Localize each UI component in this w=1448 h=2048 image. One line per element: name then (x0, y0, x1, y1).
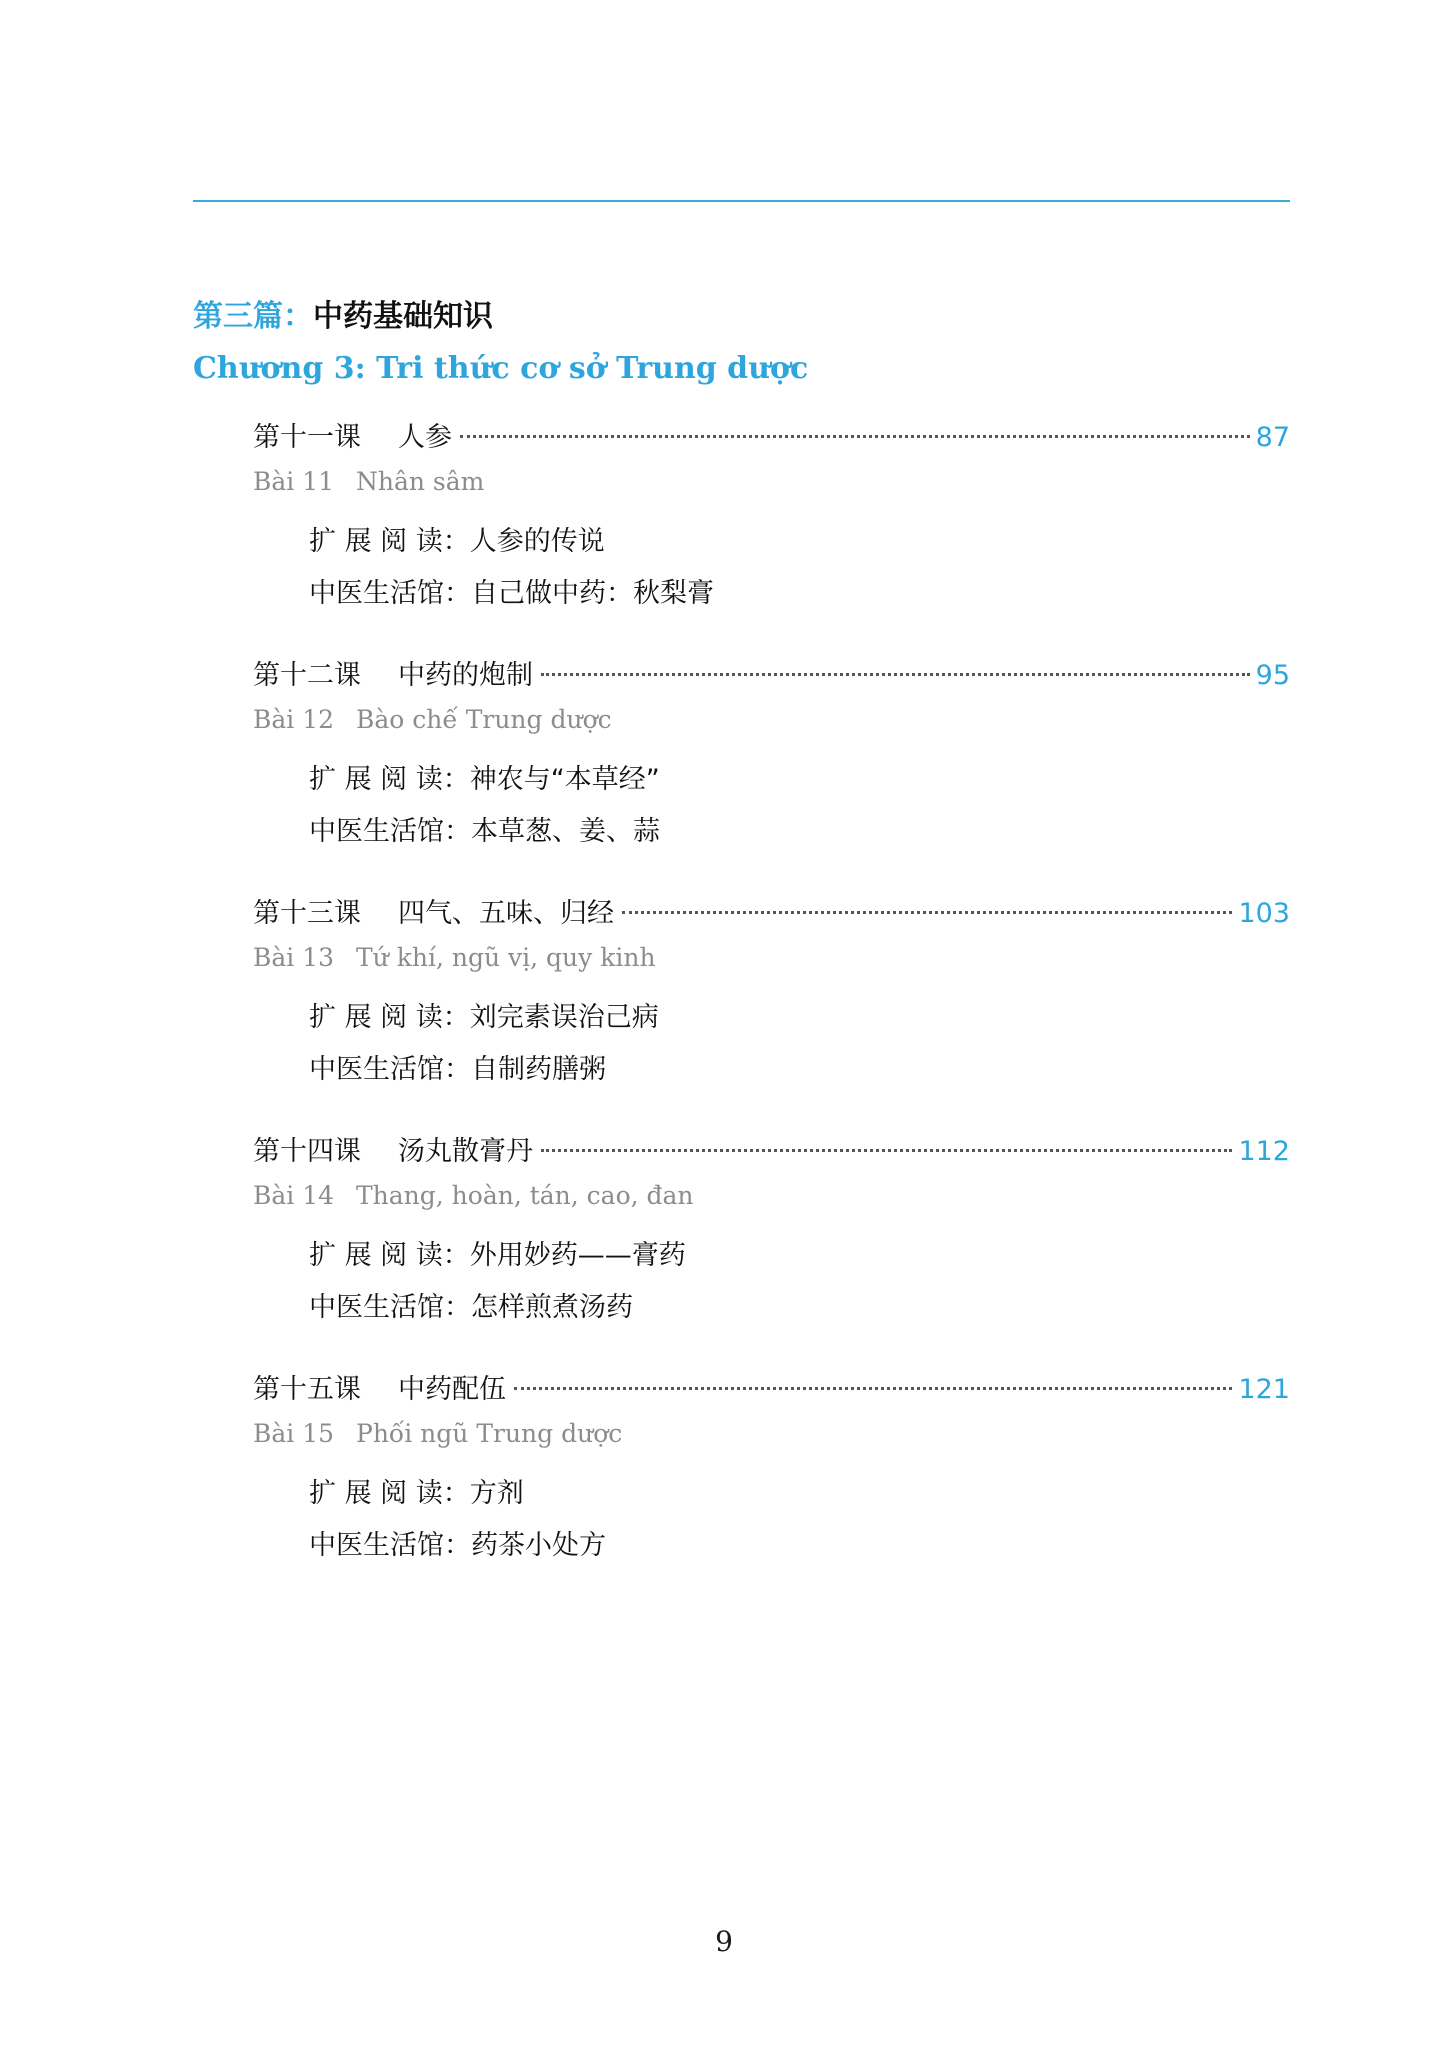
part-name: 中药基础知识 (313, 299, 493, 334)
extended-reading-item: 扩 展 阅 读：刘完素误治己病 (309, 1002, 659, 1033)
lesson-number: 第十一课 (253, 422, 361, 453)
page-number-link[interactable]: 121 (1238, 1374, 1290, 1405)
lesson-number-vietnamese: Bài 15 (253, 1419, 335, 1448)
lesson-title: 人参 (398, 422, 452, 453)
tcm-life-item: 中医生活馆：自己做中药：秋梨膏 (309, 578, 714, 609)
toc-lesson-list (253, 415, 1290, 1605)
page-number-link[interactable]: 95 (1255, 660, 1290, 691)
lesson-number-vietnamese: Bài 14 (253, 1181, 335, 1210)
toc-entry-lesson-14[interactable] (253, 1129, 1290, 1367)
lesson-title-vietnamese: Tứ khí, ngũ vị, quy kinh (356, 943, 656, 972)
lesson-number: 第十五课 (253, 1374, 361, 1405)
dot-leader (622, 911, 1232, 914)
dot-leader (514, 1387, 1232, 1390)
extended-reading-item: 扩 展 阅 读：神农与“本草经” (309, 764, 660, 795)
extended-reading-item: 扩 展 阅 读：外用妙药——膏药 (309, 1240, 686, 1271)
toc-entry-lesson-11[interactable] (253, 415, 1290, 653)
page-number-link[interactable]: 112 (1238, 1136, 1290, 1167)
lesson-number-vietnamese: Bài 13 (253, 943, 335, 972)
page-folio-number: 9 (715, 1925, 733, 1958)
lesson-number-vietnamese: Bài 12 (253, 705, 335, 734)
lesson-title-vietnamese: Nhân sâm (356, 467, 485, 496)
extended-reading-item: 扩 展 阅 读：人参的传说 (309, 526, 605, 557)
lesson-title: 四气、五味、归经 (398, 898, 614, 929)
toc-entry-lesson-12[interactable] (253, 653, 1290, 891)
tcm-life-item: 中医生活馆：怎样煎煮汤药 (309, 1292, 633, 1323)
lesson-title: 汤丸散膏丹 (398, 1136, 533, 1167)
tcm-life-item: 中医生活馆：自制药膳粥 (309, 1054, 606, 1085)
chapter-vietnamese-heading: Chương 3: Tri thức cơ sở Trung dược (193, 351, 809, 386)
lesson-number: 第十二课 (253, 660, 361, 691)
part-heading (193, 293, 493, 341)
tcm-life-item: 中医生活馆：药茶小处方 (309, 1530, 606, 1561)
dot-leader (460, 435, 1250, 438)
lesson-title-vietnamese: Phối ngũ Trung dược (356, 1419, 623, 1448)
lesson-title-vietnamese: Bào chế Trung dược (356, 705, 612, 734)
page-number-link[interactable]: 103 (1238, 898, 1290, 929)
extended-reading-item: 扩 展 阅 读：方剂 (309, 1478, 524, 1509)
dot-leader (541, 1149, 1232, 1152)
dot-leader (541, 673, 1250, 676)
lesson-title: 中药的炮制 (398, 660, 533, 691)
lesson-title: 中药配伍 (398, 1374, 506, 1405)
lesson-title-vietnamese: Thang, hoàn, tán, cao, đan (356, 1181, 694, 1210)
lesson-number: 第十四课 (253, 1136, 361, 1167)
tcm-life-item: 中医生活馆：本草葱、姜、蒜 (309, 816, 660, 847)
header-rule (193, 200, 1290, 202)
page-number-link[interactable]: 87 (1255, 422, 1290, 453)
toc-entry-lesson-13[interactable] (253, 891, 1290, 1129)
lesson-number: 第十三课 (253, 898, 361, 929)
lesson-number-vietnamese: Bài 11 (253, 467, 335, 496)
toc-entry-lesson-15[interactable] (253, 1367, 1290, 1605)
part-number: 第三篇： (193, 299, 313, 334)
